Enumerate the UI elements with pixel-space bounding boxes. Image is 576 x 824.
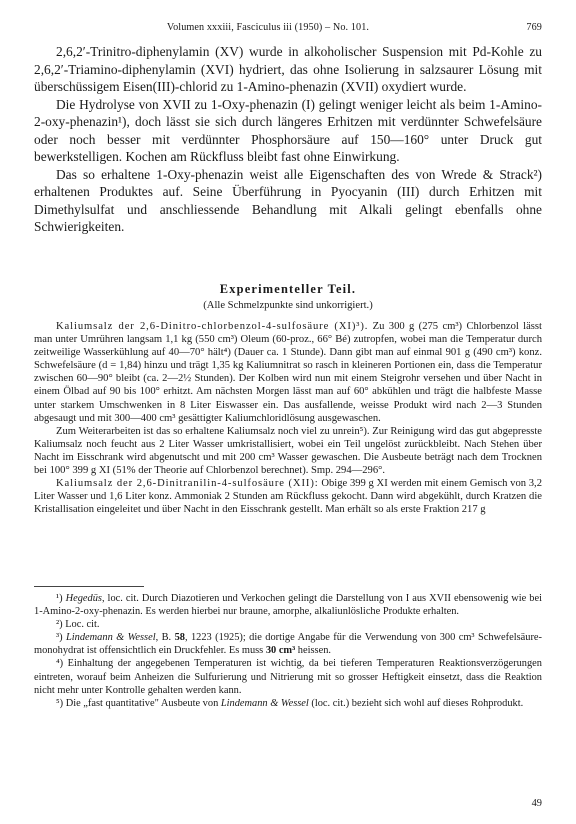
signature-mark: 49 bbox=[531, 798, 542, 809]
footnote-marker: ¹) bbox=[56, 593, 63, 604]
footnote-marker: ²) bbox=[56, 619, 63, 631]
footnote-emphasis: 30 cm³ bbox=[265, 645, 296, 657]
footnote-text-end: heissen. bbox=[295, 645, 331, 657]
paragraph-1: 2,6,2′-Trinitro-diphenylamin (XV) wurde in alkoholischer Suspension mit Pd-Kohle zu 2,6,2′-Triamino-diphenylamin (XVI) hydriert, das ohne Isolierung in salzsaurer Lösung mit überschüssigem Eisen(III)-chlorid zu 1-Amino-phenazin (XVII) oxydiert wurde. bbox=[34, 44, 542, 94]
footnote-text: Loc. cit. bbox=[65, 619, 100, 631]
footnotes bbox=[34, 592, 542, 710]
footnote-1 bbox=[34, 592, 542, 618]
section-title: Experimenteller Teil. bbox=[219, 282, 357, 296]
experimental-paragraph-3 bbox=[34, 477, 542, 516]
experimental-paragraph-1-body: Zu 300 g (275 cm³) Chlorbenzol lässt man unter Umrühren langsam 1,1 kg (550 cm³) Oleum (60-proz., 66° Bé) zutropfen, wobei man die Temperatur durch zeitweilige Wasserkühlung auf 40—70° hält⁴) (Dauer ca. 1 Stunde). Dann gibt man auf einmal 901 g (490 cm³) konz. Schwefelsäure (d = 1,84) hinzu und trägt 1,35 kg Kaliumnitrat so rasch in kleineren Portionen ein, dass die Temperatur zwischen 60—90° bleibt (ca. 2—2½ Stunden). Der Kolben wird nun mit einem Steigrohr versehen und über Nacht in einem Ölbad auf 90 bis 100° erhitzt. Am nächsten Morgen lässt man auf 60° abkühlen und trägt die halbfeste Masse unter starkem Umschwenken in 8 Liter Eiswasser ein. Das ausfallende, weisse Produkt wird nach 2—3 Stunden abgesaugt und mit 300—400 cm³ gesättigter Kaliumchloridlösung ausgewaschen. bbox=[34, 321, 542, 424]
footnote-author: Hegedüs bbox=[65, 593, 102, 604]
footnote-author: Lindemann & Wessel bbox=[220, 697, 309, 709]
running-header bbox=[34, 22, 542, 36]
footnote-text: Einhaltung der angegebenen Temperaturen ist wichtig, da bei tieferen Temperaturen Reaktionsverzögerungen eintreten, worauf beim Anheizen die Sulfurierung und Nitrierung mit so grosser Heftigkeit einsetzt, dass die Reaktion nicht mehr unter Kontrolle gehalten werden kann. bbox=[34, 658, 542, 696]
footnote-marker: ⁵) bbox=[56, 697, 64, 709]
footnote-author: Lindemann & Wessel bbox=[66, 632, 156, 644]
footnote-divider bbox=[34, 586, 144, 587]
experimental-paragraph-3-body: Obige 399 g XI werden mit einem Gemisch von 3,2 Liter Wasser und 1,6 Liter konz. Ammoniak 2 Stunden am Rückfluss gekocht. Dann wird abgekühlt, durch Kratzen die Kristallisation eingeleitet und über Nacht in den Eisschrank gestellt. Man erhält so als erste Fraktion 217 g bbox=[34, 478, 543, 516]
footnote-volume: 58 bbox=[174, 632, 185, 644]
footnote-5 bbox=[34, 697, 542, 710]
experimental-text bbox=[34, 320, 542, 516]
footnote-text: , 1223 (1925); die dortige Angabe für die Verwendung von 300 cm³ Schwefelsäure-monohydrat ist offensichtlich ein Druckfehler. Es muss bbox=[34, 632, 542, 657]
compound-heading-xi: Kaliumsalz der 2,6-Dinitro-chlorbenzol-4-sulfosäure (XI)³). bbox=[56, 321, 369, 332]
paragraph-2: Die Hydrolyse von XVII zu 1-Oxy-phenazin (I) gelingt weniger leicht als beim 1-Amino-2-oxy-phenazin¹), doch lässt sie sich durch längeres Erhitzen mit verdünnter Schwefelsäure oder noch besser mit verdünnter Phosphorsäure auf 150—160° unter Druck gut bewerkstelligen. Kochen am Rückfluss bleibt fast ohne Einwirkung. bbox=[34, 96, 542, 164]
footnote-text-end: (loc. cit.) bezieht sich wohl auf dieses Rohprodukt. bbox=[308, 697, 524, 709]
footnote-marker: ³) bbox=[56, 632, 63, 644]
footnote-2 bbox=[34, 618, 542, 631]
footnote-ref: , B. bbox=[155, 632, 175, 644]
footnote-3 bbox=[34, 631, 542, 657]
compound-heading-xii: Kaliumsalz der 2,6-Dinitranilin-4-sulfosäure (XII): bbox=[56, 478, 319, 490]
footnote-4 bbox=[34, 657, 542, 696]
section-heading bbox=[34, 281, 542, 313]
paragraph-3: Das so erhaltene 1-Oxy-phenazin weist alle Eigenschaften des von Wrede & Strack²) erhaltenen Produktes auf. Seine Überführung in Pyocyanin (III) durch Erhitzen mit Dimethylsulfat und anschliessende Behandlung mit Alkali gelingt ebenfalls ohne Schwierigkeiten. bbox=[34, 166, 542, 234]
main-text bbox=[34, 43, 542, 236]
footnote-marker: ⁴) bbox=[56, 658, 64, 670]
footnote-text: , loc. cit. Durch Diazotieren und Verkochen gelingt die Darstellung von I aus XVII ebensowenig wie bei 1-Amino-2-oxy-phenazin. Es werden hierbei nur braune, amorphe, alkaliunlösliche Produkte erhalten. bbox=[34, 593, 542, 618]
footnote-text: Die „fast quantitative" Ausbeute von bbox=[65, 697, 221, 709]
experimental-paragraph-2: Zum Weiterarbeiten ist das so erhaltene Kaliumsalz noch viel zu unrein⁵). Zur Reinigung wird das gut abgepresste Kaliumsalz noch feucht aus 2 Liter Wasser umkristallisiert, wobei ein Teil ungelöst zurückbleibt. Nach Stehen über Nacht im Eisschrank wird abgenutscht und mit 200 cm³ Wasser gewaschen. Die Ausbeute beträgt nach dem Trocknen bei 100° 399 g XI (51% der Theorie auf Chlorbenzol berechnet). Smp. 294—296°. bbox=[34, 425, 542, 477]
experimental-paragraph-1 bbox=[34, 320, 542, 425]
section-note: (Alle Schmelzpunkte sind unkorrigiert.) bbox=[203, 300, 373, 311]
page-number: 769 bbox=[526, 22, 542, 33]
journal-citation: Volumen xxxiii, Fasciculus iii (1950) – No. 101. bbox=[166, 22, 370, 33]
